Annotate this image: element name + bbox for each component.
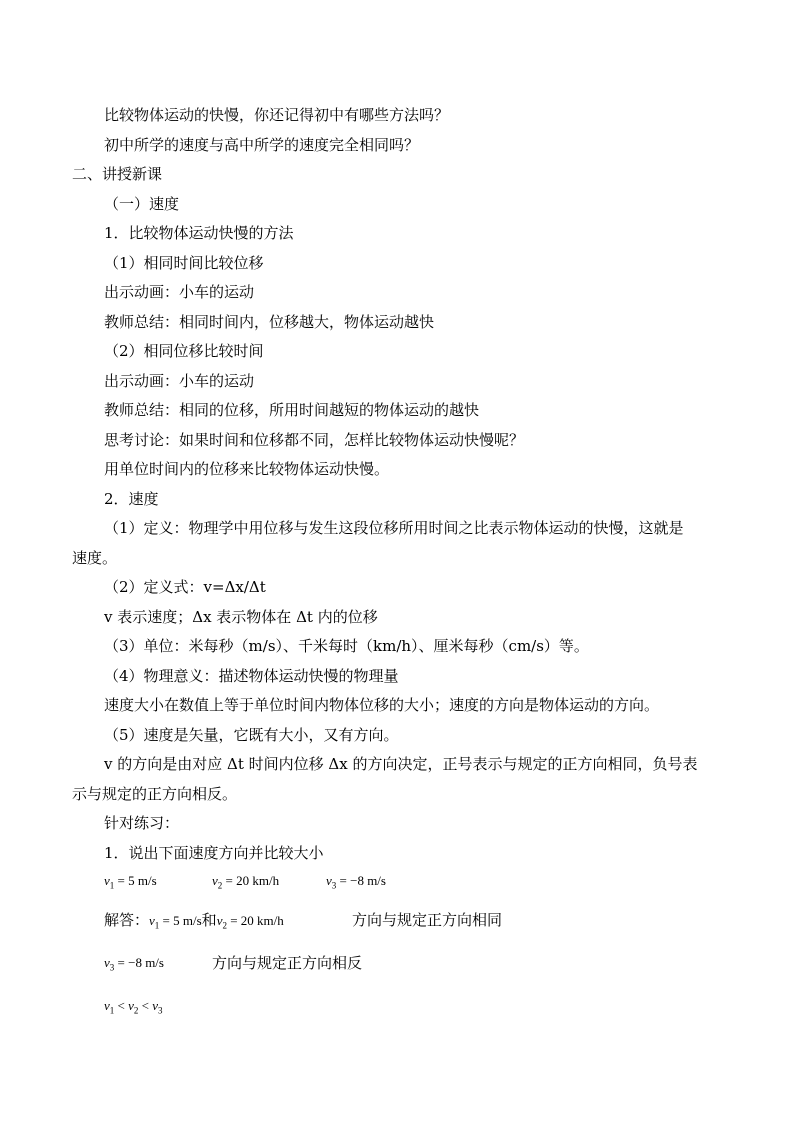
formula-explanation: v 表示速度；Δx 表示物体在 Δt 内的位移 [104,608,378,626]
answer-v3: $v_3 = -8$ m/s [104,955,164,973]
discussion-question: 思考讨论：如果时间和位移都不同，怎样比较物体运动快慢呢？ [104,431,525,449]
definition-line-2: 速度。 [72,549,118,567]
teacher-summary-1: 教师总结：相同时间内，位移越大，物体运动越快 [104,313,435,331]
vector-note: （5）速度是矢量，它既有大小，又有方向。 [104,726,399,744]
method-2-heading: （2）相同位移比较时间 [104,342,264,360]
formula-v3: $v_3 = -8$ m/s [326,873,386,891]
answer-v2: $v_2 = 20$ km/h [216,913,284,931]
speed-comparison: $v_1 < v_2 < v_3$ [104,998,163,1016]
method-1-heading: （1）相同时间比较位移 [104,254,264,272]
physical-meaning-explanation: 速度大小在数值上等于单位时间内物体位移的大小；速度的方向是物体运动的方向。 [104,696,660,714]
practice-question-1: 1．说出下面速度方向并比较大小 [104,844,324,862]
unit-line: （3）单位：米每秒（m/s）、千米每时（km/h）、厘米每秒（cm/s）等。 [104,637,589,655]
formula-definition: （2）定义式：v=Δx/Δt [104,578,266,596]
practice-heading: 针对练习： [104,814,180,832]
point-2-heading: 2．速度 [104,490,159,508]
point-1-heading: 1．比较物体运动快慢的方法 [104,224,294,242]
definition-line-1: （1）定义：物理学中用位移与发生这段位移所用时间之比表示物体运动的快慢，这就是 [104,519,684,537]
direction-line-2: 示与规定的正方向相反。 [72,785,238,803]
animation-note-2: 出示动画：小车的运动 [104,372,255,390]
answer-v1: $v_1 = 5$ m/s [149,913,202,931]
formula-v2: $v_2 = 20$ km/h [212,873,280,891]
intro-question-2: 初中所学的速度与高中所学的速度完全相同吗？ [104,136,420,154]
animation-note-1: 出示动画：小车的运动 [104,283,255,301]
physical-meaning: （4）物理意义：描述物体运动快慢的物理量 [104,667,399,685]
intro-question-1: 比较物体运动的快慢，你还记得初中有哪些方法吗？ [104,106,450,124]
section-heading: 二、讲授新课 [72,165,163,183]
discussion-answer: 用单位时间内的位移来比较物体运动快慢。 [104,460,390,478]
formula-v1: $v_1 = 5$ m/s [104,873,157,891]
answer-line: 解答：$v_1 = 5$ m/s和$v_2 = 20$ km/h [104,911,284,931]
subsection-heading: （一）速度 [104,195,180,213]
teacher-summary-2: 教师总结：相同的位移，所用时间越短的物体运动的越快 [104,401,480,419]
direction-line-1: v 的方向是由对应 Δt 时间内位移 Δx 的方向决定，正号表示与规定的正方向相同，负号表 [104,755,698,773]
answer-same-direction: 方向与规定正方向相同 [352,911,503,929]
answer-opposite-direction: 方向与规定正方向相反 [212,954,363,972]
